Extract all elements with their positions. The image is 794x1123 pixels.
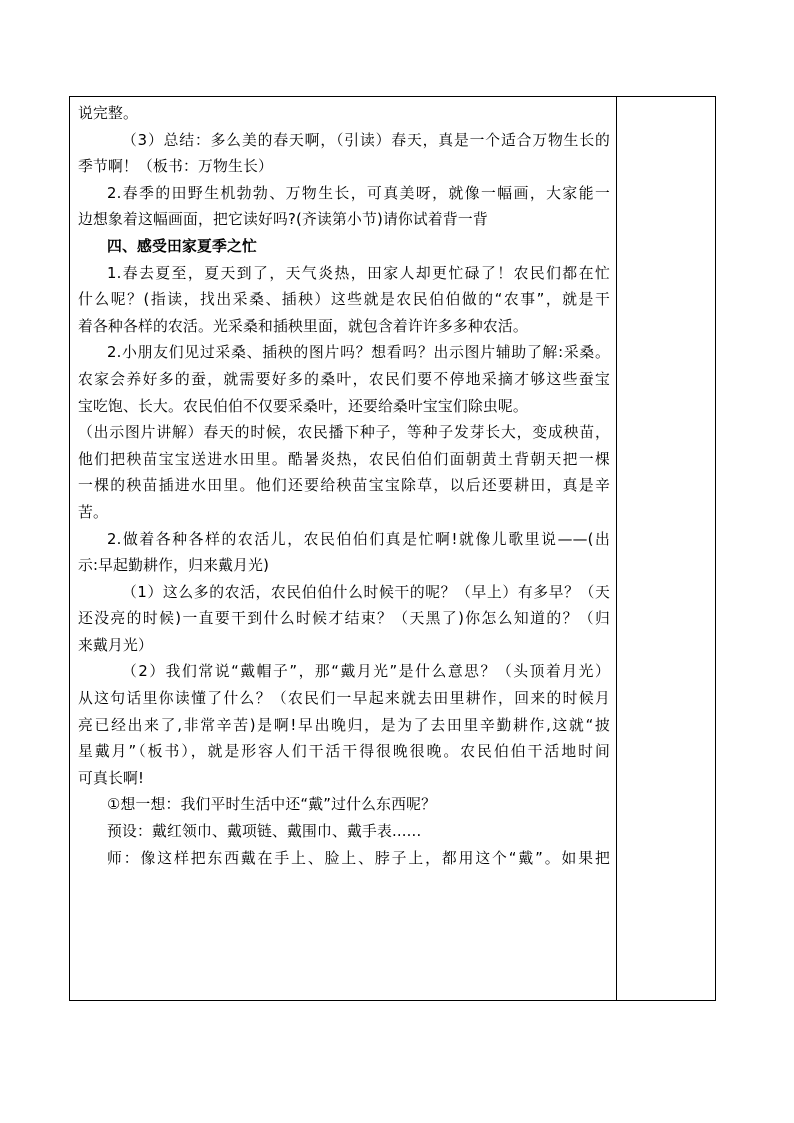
text-line: 师：像这样把东西戴在手上、脸上、脖子上，都用这个“戴”。如果把 [107, 849, 610, 867]
text-line: 苦。 [78, 503, 108, 521]
text-line: 说完整。 [78, 105, 138, 122]
lesson-content-cell [78, 97, 610, 872]
text-line: ①想一想：我们平时生活中还“戴”过什么东西呢？ [107, 796, 437, 814]
text-line: 农家会养好多的蚕，就需要好多的桑叶，农民们要不停地采摘才够这些蚕宝 [78, 370, 610, 388]
text-line: （3）总结：多么美的春天啊，（引读）春天，真是一个适合万物生长的 [122, 131, 610, 149]
text-line: 边想象着这幅画面，把它读好吗?(齐读第小节)请你试着背一背 [78, 211, 488, 229]
text-line: 什么呢？(指读，找出采桑、插秧）这些就是农民伯伯做的“农事”，就是干 [78, 291, 610, 309]
text-line: 2.做着各种各样的农活儿，农民伯伯们真是忙啊!就像儿歌里说——(出 [107, 530, 610, 548]
section-heading: 四、感受田家夏季之忙 [107, 237, 257, 255]
text-line: 他们把秧苗宝宝送进水田里。酷暑炎热，农民伯伯们面朝黄土背朝天把一棵 [78, 450, 610, 468]
text-line: 2.春季的田野生机勃勃、万物生长，可真美呀，就像一幅画，大家能一 [107, 184, 610, 202]
text-line: 一棵的秧苗插进水田里。他们还要给秧苗宝宝除草，以后还要耕田，真是辛 [78, 477, 610, 495]
text-line: 亮已经出来了,非常辛苦)是啊!早出晚归，是为了去田里辛勤耕作,这就“披 [78, 716, 610, 734]
column-divider [616, 97, 617, 1000]
text-line: （2）我们常说“戴帽子”，那“戴月光”是什么意思？（头顶着月光） [122, 663, 610, 681]
text-line: 从这句话里你读懂了什么？（农民们一早起来就去田里耕作，回来的时候月 [78, 690, 610, 708]
text-line: 可真长啊! [78, 769, 145, 787]
text-line: 示:早起勤耕作，归来戴月光) [78, 557, 270, 575]
text-line: （出示图片讲解）春天的时候，农民播下种子，等种子发芽长大，变成秧苗， [78, 424, 610, 442]
text-line: 来戴月光） [78, 636, 153, 654]
text-line: 着各种各样的农活。光采桑和插秧里面，就包含着许许多多种农活。 [78, 317, 528, 335]
lesson-plan-table [69, 96, 716, 1001]
text-line: 还没亮的时候)一直要干到什么时候才结束？（天黑了)你怎么知道的？（归 [78, 610, 610, 628]
text-line: 季节啊！（板书：万物生长） [78, 158, 273, 176]
text-line: 预设：戴红领巾、戴项链、戴围巾、戴手表...... [107, 823, 422, 841]
text-line: 星戴月”（板书），就是形容人们干活干得很晚很晚。农民伯伯干活地时间 [78, 743, 610, 761]
text-line: （1）这么多的农活，农民伯伯什么时候干的呢？（早上）有多早？（天 [122, 583, 610, 601]
text-line: 2.小朋友们见过采桑、插秧的图片吗？想看吗？出示图片辅助了解:采桑。 [107, 344, 610, 362]
text-line: 1.春去夏至，夏天到了，天气炎热，田家人却更忙碌了！农民们都在忙 [107, 264, 610, 282]
text-line: 宝吃饱、长大。农民伯伯不仅要采桑叶，还要给桑叶宝宝们除虫呢。 [78, 397, 528, 415]
